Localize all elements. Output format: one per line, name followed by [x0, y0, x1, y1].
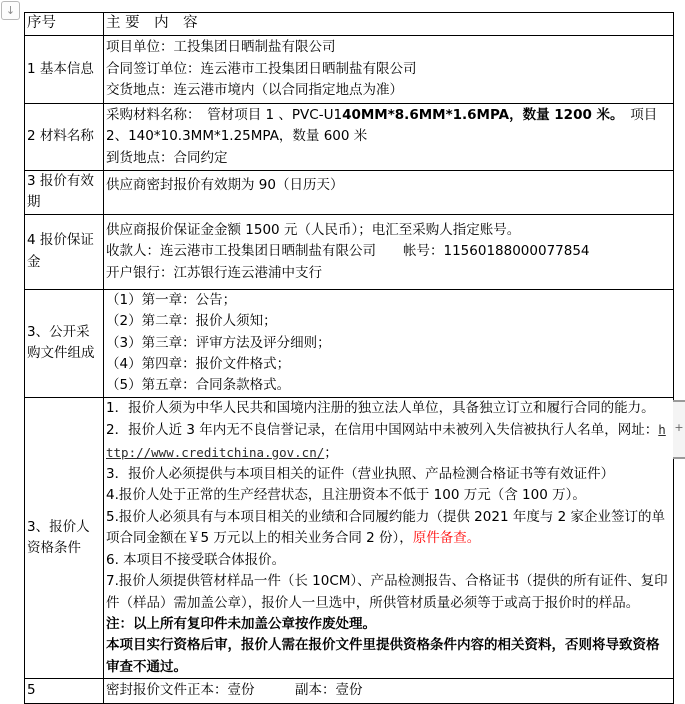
qualification-item [106, 507, 671, 550]
row-label-quote-validity: 3 报价有效期 [25, 171, 104, 215]
qualification-item: 4.报价人处于正常的生产经营状态，且注册资本不低于 100 万元（含 100 万）。 [106, 487, 586, 504]
text-line: 合同签订单位：连云港市工投集团日晒制盐有限公司 [106, 60, 417, 77]
table-row [25, 289, 674, 397]
text-segment-red: 原件备查。 [412, 530, 481, 547]
creditchina-link[interactable]: http://www.creditchina.gov.cn/ [106, 422, 666, 460]
text-segment: ； [324, 444, 338, 461]
qualification-item: 6. 本项目不接受联合体报价。 [106, 551, 286, 568]
text-line: 收款人：连云港市工投集团日晒制盐有限公司 帐号：11560188000077854 [106, 243, 590, 260]
row-content-bidder-qualifications [104, 397, 674, 678]
text-line: （5）第五章：合同条款格式。 [106, 377, 291, 394]
text-line [106, 105, 671, 148]
row-label-basic-info: 1 基本信息 [25, 36, 104, 104]
table-handle-icon[interactable] [1, 1, 20, 20]
qualification-item: 7.报价人须提供管材样品一件（长 10CM）、产品检测报告、合格证书（提供的所有证件、复印件（样品）需加盖公章），报价人一旦选中，所供管材质量必须等于或高于报价时的样品。 [106, 573, 668, 611]
down-arrow-icon: ↓ [5, 4, 16, 17]
table-row [25, 214, 674, 289]
text-segment-bold: 40MM*8.6MM*1.6MPA，数量 1200 米。 [342, 106, 617, 123]
text-line: 供应商报价保证金金额 1500 元（人民币）；电汇至采购人指定账号。 [106, 221, 521, 238]
header-cell-no: 序号 [25, 13, 104, 36]
row-label-bidder-qualifications: 3、报价人资格条件 [25, 397, 104, 678]
text-segment: 项目 2、140*10.3MM*1.25MPA，数量 600 米 [106, 106, 658, 145]
row-label-copies: 5 [25, 679, 104, 704]
table-row [25, 36, 674, 104]
row-content-bid-deposit [104, 214, 674, 289]
text-line: （1）第一章：公告； [106, 291, 237, 308]
row-label-document-composition: 3、公开采购文件组成 [25, 289, 104, 397]
row-content-copies: 密封报价文件正本：壹份 副本：壹份 [104, 679, 674, 704]
row-content-document-composition [104, 289, 674, 397]
text-line: 供应商密封报价有效期为 90（日历天） [106, 176, 344, 193]
text-line: 项目单位：工投集团日晒制盐有限公司 [106, 39, 336, 56]
table-row [25, 679, 674, 704]
qualification-item: 1．报价人须为中华人民共和国境内注册的独立法人单位，具备独立订立和履行合同的能力。 [106, 399, 655, 416]
qualification-item: 3．报价人必须提供与本项目相关的证件（营业执照、产品检测合格证书等有效证件） [106, 466, 615, 483]
text-line: 交货地点：连云港市境内（以合同指定地点为准） [106, 82, 403, 99]
row-content-quote-validity [104, 171, 674, 215]
qualification-note: 本项目实行资格后审，报价人需在报价文件里提供资格条件内容的相关资料，否则将导致资格审查不通过。 [106, 637, 660, 675]
table-row [25, 104, 674, 171]
procurement-notice-table [24, 12, 674, 704]
insert-row-plus-button[interactable] [673, 400, 685, 459]
table-row [25, 171, 674, 215]
text-line: （2）第二章：报价人须知； [106, 313, 277, 330]
text-line: 开户银行：江苏银行连云港浦中支行 [106, 264, 322, 281]
header-cell-content: 主 要 内 容 [104, 13, 674, 36]
table-row [25, 397, 674, 678]
text-segment: 5.报价人必须具有与本项目相关的业绩和合同履约能力（提供 2021 年度与 2 家企业签订的单项合同金额在￥5 万元以上的相关业务合同 2 份）， [106, 508, 665, 547]
qualification-item [106, 419, 671, 464]
text-line: 到货地点：合同约定 [106, 149, 228, 166]
row-content-material-name [104, 104, 674, 171]
text-segment: 2．报价人近 3 年内无不良信誉记录，在信用中国网站中未被列入失信被执行人名单，网址： [106, 422, 659, 439]
text-line: （3）第三章：评审方法及评分细则； [106, 334, 331, 351]
text-line: （4）第四章：报价文件格式； [106, 356, 291, 373]
text-segment: 采购材料名称： 管材项目 1 、PVC-U1 [106, 106, 343, 123]
row-content-basic-info [104, 36, 674, 104]
row-label-material-name: 2 材料名称 [25, 104, 104, 171]
row-label-bid-deposit: 4 报价保证金 [25, 214, 104, 289]
plus-icon: + [674, 421, 684, 434]
qualification-note: 注：以上所有复印件未加盖公章按作废处理。 [106, 615, 376, 632]
table-header-row [25, 13, 674, 36]
